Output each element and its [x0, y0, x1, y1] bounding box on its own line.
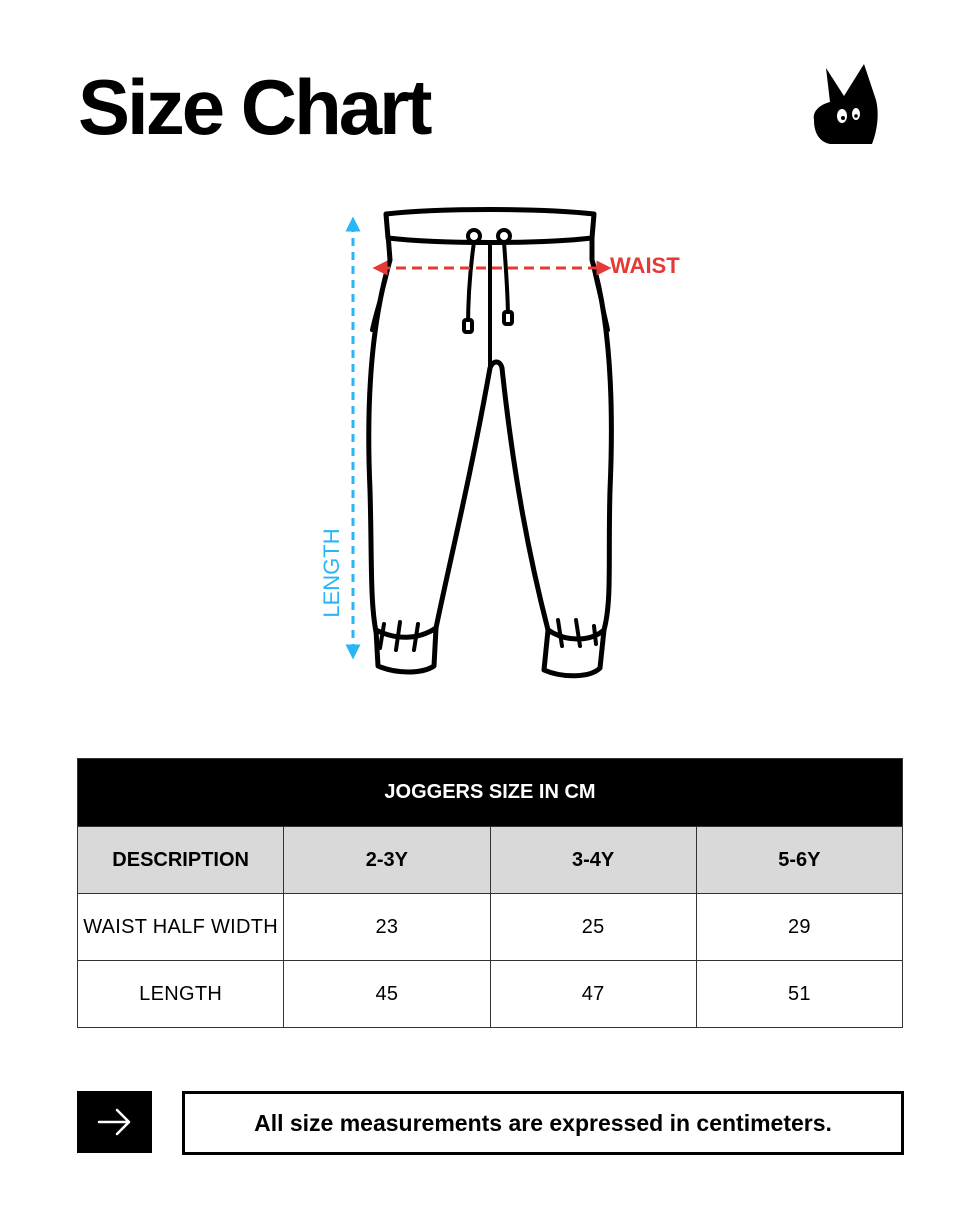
table-cell: 51 — [696, 961, 902, 1028]
arrow-right-icon — [95, 1106, 135, 1138]
table-cell: 25 — [490, 894, 696, 961]
size-table — [77, 758, 903, 1028]
column-header-2-3y: 2-3Y — [284, 827, 490, 894]
table-row — [78, 894, 903, 961]
table-row — [78, 961, 903, 1028]
table-cell: 29 — [696, 894, 902, 961]
table-caption: JOGGERS SIZE IN CM — [78, 759, 903, 827]
table-cell: 23 — [284, 894, 490, 961]
table-cell: 47 — [490, 961, 696, 1028]
column-header-description: DESCRIPTION — [78, 827, 284, 894]
note-text: All size measurements are expressed in centimeters. — [254, 1109, 832, 1136]
length-label: LENGTH — [319, 528, 344, 618]
row-description: WAIST HALF WIDTH — [78, 894, 284, 961]
arrow-button — [77, 1091, 152, 1153]
row-description: LENGTH — [78, 961, 284, 1028]
table-header-row — [78, 827, 903, 894]
column-header-3-4y: 3-4Y — [490, 827, 696, 894]
page-title: Size Chart — [78, 63, 430, 151]
fox-head-logo — [806, 60, 882, 150]
measurement-note — [182, 1091, 904, 1155]
waist-label: WAIST — [610, 253, 680, 278]
column-header-5-6y: 5-6Y — [696, 827, 902, 894]
table-cell: 45 — [284, 961, 490, 1028]
